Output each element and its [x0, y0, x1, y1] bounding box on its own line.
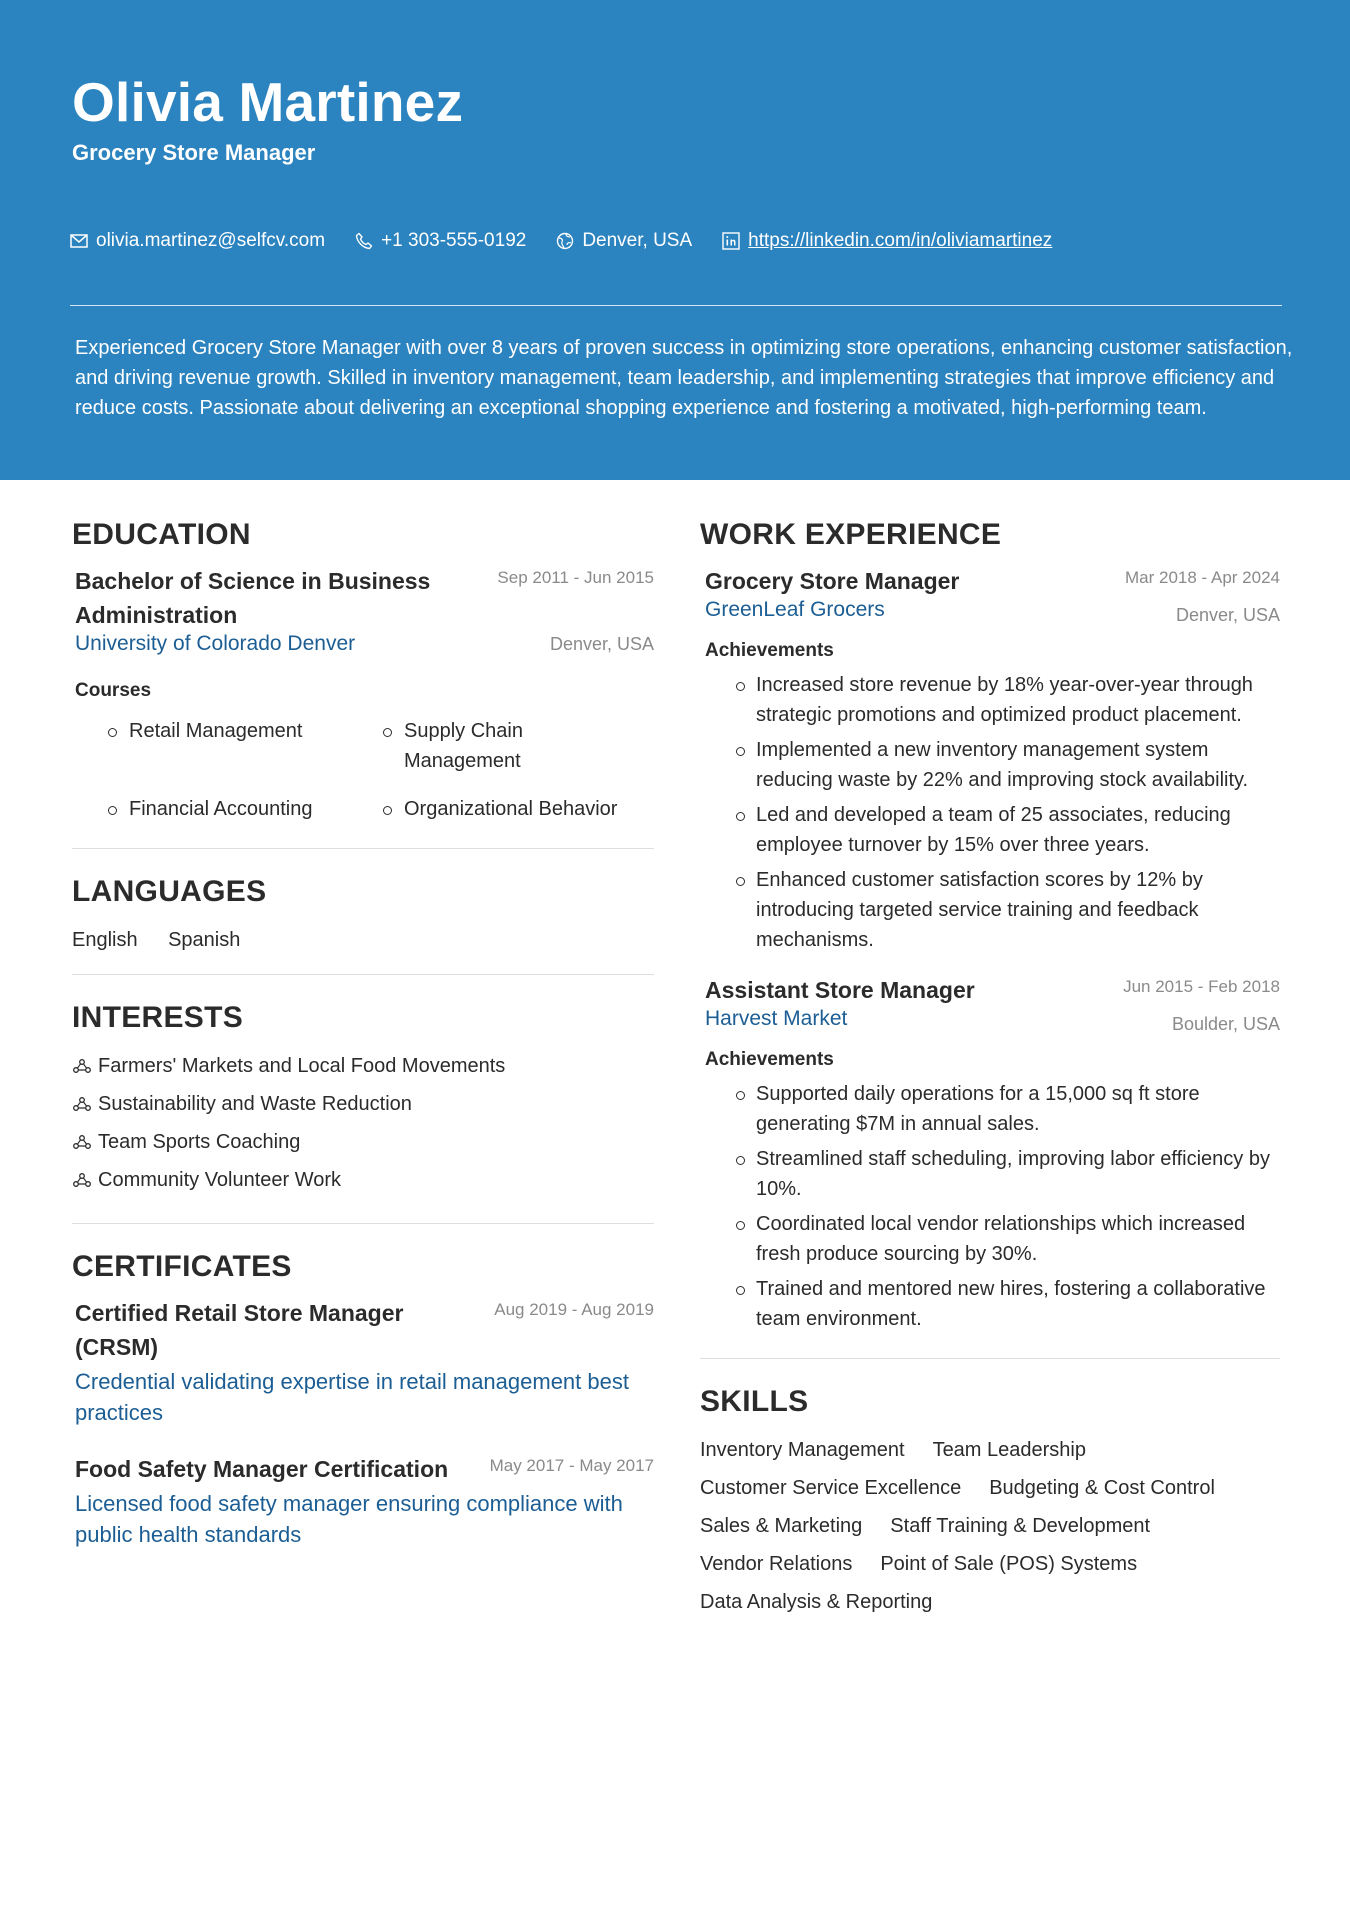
certificate-title: Food Safety Manager Certification — [75, 1456, 449, 1482]
company-name: Harvest Market — [705, 1007, 848, 1030]
certificates-section — [72, 1250, 654, 1550]
section-divider — [72, 848, 654, 849]
globe-icon — [556, 232, 574, 250]
job-location: Boulder, USA — [1171, 1014, 1280, 1034]
section-divider — [72, 974, 654, 975]
skill-item: Data Analysis & Reporting — [700, 1591, 933, 1613]
job-entry — [700, 973, 1280, 1334]
skill-item: Budgeting & Cost Control — [989, 1477, 1215, 1499]
skill-item: Vendor Relations — [700, 1553, 853, 1575]
certificate-description: Licensed food safety manager ensuring compliance with public health standards — [75, 1491, 623, 1547]
skill-item: Team Leadership — [932, 1439, 1086, 1461]
school-location: Denver, USA — [549, 633, 654, 654]
languages-heading: LANGUAGES — [72, 875, 267, 908]
skill-item: Staff Training & Development — [890, 1515, 1151, 1537]
skills-section — [700, 1385, 1280, 1621]
interests-section — [72, 1001, 654, 1199]
location-text: Denver, USA — [582, 230, 693, 251]
network-icon — [72, 1172, 92, 1188]
interest-text: Community Volunteer Work — [98, 1168, 342, 1191]
achievements-list — [700, 1079, 1280, 1334]
resume-header — [0, 0, 1350, 480]
achievements-list — [700, 670, 1280, 955]
contact-phone[interactable] — [355, 230, 526, 252]
education-dates: Sep 2011 - Jun 2015 — [497, 568, 654, 587]
email-icon — [70, 234, 88, 248]
school-name: University of Colorado Denver — [75, 632, 356, 655]
skill-item: Point of Sale (POS) Systems — [880, 1553, 1138, 1575]
language-item: English — [72, 929, 138, 951]
skills-list — [700, 1431, 1290, 1621]
achievement-item: Enhanced customer satisfaction scores by 12% by introducing targeted service training and feedback mechanisms. — [700, 865, 1280, 955]
network-icon — [72, 1096, 92, 1112]
skill-item: Inventory Management — [700, 1439, 905, 1461]
profile-summary: Experienced Grocery Store Manager with over 8 years of proven success in optimizing store operations, enhancing customer satisfaction, and driving revenue growth. Skilled in inventory management, team leadership, and implementing strategies that improve efficiency and reduce costs. Passionate about delivering an exceptional shopping experience and fostering a motivated, high-performing team. — [75, 337, 1293, 419]
certificate-entry — [72, 1452, 654, 1550]
network-icon — [72, 1134, 92, 1150]
network-icon — [72, 1058, 92, 1074]
certificate-description: Credential validating expertise in retail management best practices — [75, 1369, 629, 1425]
education-heading: EDUCATION — [72, 518, 251, 551]
certificate-dates: Aug 2019 - Aug 2019 — [494, 1300, 654, 1319]
email-text: olivia.martinez@selfcv.com — [96, 230, 326, 251]
certificate-dates: May 2017 - May 2017 — [489, 1456, 654, 1475]
course-item: Retail Management — [108, 716, 383, 776]
certificate-title: Certified Retail Store Manager (CRSM) — [75, 1300, 404, 1360]
certificate-entry — [72, 1296, 654, 1428]
interest-item — [72, 1161, 654, 1199]
interest-text: Team Sports Coaching — [98, 1130, 301, 1153]
languages-section — [72, 875, 654, 952]
achievements-label: Achievements — [705, 1049, 834, 1070]
course-item: Financial Accounting — [108, 794, 383, 824]
certificates-heading: CERTIFICATES — [72, 1250, 292, 1283]
degree-title: Bachelor of Science in Business Administration — [75, 568, 431, 628]
achievement-item: Coordinated local vendor relationships which increased fresh produce sourcing by 30%. — [700, 1209, 1280, 1269]
job-dates: Jun 2015 - Feb 2018 — [1123, 977, 1280, 996]
interests-heading: INTERESTS — [72, 1001, 244, 1034]
experience-heading: WORK EXPERIENCE — [700, 518, 1002, 551]
job-title: Grocery Store Manager — [705, 568, 960, 594]
left-column — [72, 480, 654, 1550]
course-item: Supply Chain Management — [383, 716, 583, 776]
phone-text: +1 303-555-0192 — [381, 230, 527, 251]
course-item: Organizational Behavior — [383, 794, 653, 824]
job-dates: Mar 2018 - Apr 2024 — [1125, 568, 1280, 587]
contact-email[interactable] — [70, 230, 325, 252]
skill-item: Customer Service Excellence — [700, 1477, 962, 1499]
courses-label: Courses — [75, 680, 152, 701]
achievement-item: Increased store revenue by 18% year-over-year through strategic promotions and optimized product placement. — [700, 670, 1280, 730]
achievement-item: Supported daily operations for a 15,000 sq ft store generating $7M in annual sales. — [700, 1079, 1280, 1139]
skills-heading: SKILLS — [700, 1385, 809, 1418]
header-divider — [70, 305, 1282, 306]
interest-item — [72, 1085, 654, 1123]
candidate-title: Grocery Store Manager — [72, 140, 316, 165]
achievement-item: Trained and mentored new hires, fostering a collaborative team environment. — [700, 1274, 1280, 1334]
achievement-item: Implemented a new inventory management system reducing waste by 22% and improving stock availability. — [700, 735, 1280, 795]
interest-text: Sustainability and Waste Reduction — [98, 1092, 412, 1115]
candidate-name: Olivia Martinez — [72, 71, 464, 133]
linkedin-icon — [722, 232, 740, 250]
job-location: Denver, USA — [1175, 605, 1280, 625]
interest-text: Farmers' Markets and Local Food Movements — [98, 1054, 506, 1077]
job-title: Assistant Store Manager — [705, 977, 975, 1003]
interest-item — [72, 1047, 654, 1085]
language-item: Spanish — [168, 929, 241, 951]
interest-item — [72, 1123, 654, 1161]
company-name: GreenLeaf Grocers — [705, 598, 885, 621]
experience-section — [700, 518, 1280, 1334]
right-column — [700, 480, 1280, 1621]
phone-icon — [355, 232, 373, 250]
achievement-item: Led and developed a team of 25 associates, reducing employee turnover by 15% over three years. — [700, 800, 1280, 860]
contact-bar — [70, 230, 1082, 252]
education-section — [72, 518, 654, 842]
achievement-item: Streamlined staff scheduling, improving labor efficiency by 10%. — [700, 1144, 1280, 1204]
skill-item: Sales & Marketing — [700, 1515, 863, 1537]
contact-linkedin[interactable] — [722, 230, 1052, 252]
section-divider — [72, 1223, 654, 1224]
contact-location — [556, 230, 692, 252]
achievements-label: Achievements — [705, 640, 834, 661]
section-divider — [700, 1358, 1280, 1359]
courses-list — [108, 716, 654, 842]
job-entry — [700, 564, 1280, 955]
linkedin-link[interactable]: https://linkedin.com/in/oliviamartinez — [748, 230, 1053, 251]
